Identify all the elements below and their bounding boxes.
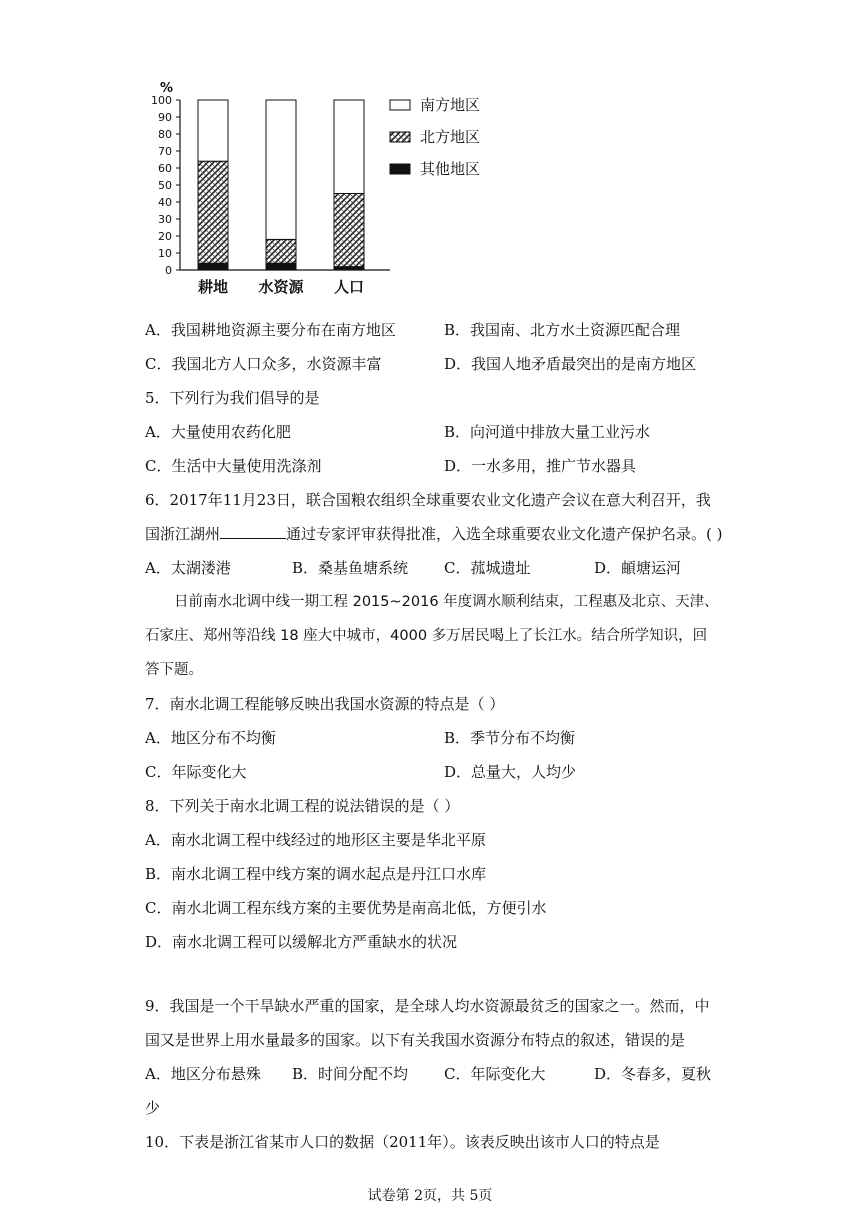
q8-option-c[interactable]: C．南水北调工程东线方案的主要优势是南高北低，方便引水: [145, 899, 547, 917]
x-tick-label: 水资源: [258, 278, 304, 296]
q7-stem: 7．南水北调工程能够反映出我国水资源的特点是（ ）: [145, 695, 505, 713]
q9-option-c[interactable]: C．年际变化大: [444, 1065, 546, 1083]
bar-segment: [266, 263, 296, 270]
y-tick-label: 50: [158, 179, 172, 192]
bar-segment: [198, 263, 228, 270]
y-tick-label: 60: [158, 162, 172, 175]
q9-stem-line-2: 国又是世界上用水量最多的国家。以下有关我国水资源分布特点的叙述，错误的是: [145, 1031, 686, 1049]
legend-label: 南方地区: [420, 96, 481, 114]
bars: [198, 100, 364, 270]
q7-option-b[interactable]: B．季节分布不均衡: [444, 729, 576, 747]
y-tick-label: 80: [158, 128, 172, 141]
q5-option-b[interactable]: B．向河道中排放大量工业污水: [444, 423, 651, 441]
q6-answer-blank[interactable]: [220, 524, 286, 539]
q9-option-d-wrap: 少: [145, 1099, 161, 1117]
q8-option-a[interactable]: A．南水北调工程中线经过的地形区主要是华北平原: [145, 831, 486, 849]
q7-option-a[interactable]: A．地区分布不均衡: [145, 729, 276, 747]
q6-stem-part-a: 国浙江湖州: [145, 525, 221, 543]
bar-segment: [334, 194, 364, 267]
q9-option-b[interactable]: B．时间分配不均: [292, 1065, 409, 1083]
q9-option-a[interactable]: A．地区分布悬殊: [145, 1065, 261, 1083]
q5-option-a[interactable]: A．大量使用农药化肥: [145, 423, 291, 441]
y-tick-label: 30: [158, 213, 172, 226]
bar-segment: [198, 100, 228, 161]
y-tick-label: 20: [158, 230, 172, 243]
q7-option-d[interactable]: D．总量大，人均少: [444, 763, 577, 781]
q8-option-d[interactable]: D．南水北调工程可以缓解北方严重缺水的状况: [145, 933, 458, 951]
page-footer: 试卷第 2页，共 5页: [367, 1188, 493, 1204]
q5-stem: 5．下列行为我们倡导的是: [145, 389, 320, 407]
q10-stem: 10．下表是浙江省某市人口的数据（2011年）。该表反映出该市人口的特点是: [145, 1133, 660, 1151]
passage-line-1: 日前南水北调中线一期工程 2015~2016 年度调水顺利结束，工程惠及北京、天津、: [174, 594, 719, 610]
bar-segment: [334, 267, 364, 270]
q6-stem-line-1: 6．2017年11月23日，联合国粮农组织全球重要农业文化遗产会议在意大利召开，我: [145, 491, 711, 509]
y-tick-label: 100: [151, 94, 172, 107]
bar-segment: [198, 161, 228, 263]
q6-option-c[interactable]: C．菰城遗址: [444, 559, 531, 577]
q8-option-b[interactable]: B．南水北调工程中线方案的调水起点是丹江口水库: [145, 865, 487, 883]
y-tick-label: 90: [158, 111, 172, 124]
legend-swatch: [390, 132, 410, 142]
q6-option-d[interactable]: D．頔塘运河: [594, 559, 682, 577]
bar-segment: [266, 239, 296, 263]
x-tick-label: 人口: [333, 278, 365, 296]
legend-swatch: [390, 164, 410, 174]
q7-option-c[interactable]: C．年际变化大: [145, 763, 247, 781]
q6-stem-part-b: 通过专家评审获得批准，入选全球重要农业文化遗产保护名录。( ): [286, 525, 723, 543]
q9-option-d[interactable]: D．冬春多，夏秋: [594, 1065, 712, 1083]
bar-segment: [266, 100, 296, 239]
q6-option-a[interactable]: A．太湖溇港: [145, 559, 231, 577]
legend-label: 北方地区: [420, 128, 481, 146]
q6-stem-line-2: [145, 524, 723, 544]
q5-option-d[interactable]: D．一水多用，推广节水器具: [444, 457, 637, 475]
bar-segment: [334, 100, 364, 194]
legend: [390, 96, 480, 178]
q4-option-c[interactable]: C．我国北方人口众多，水资源丰富: [145, 355, 382, 373]
q4-option-a[interactable]: A．我国耕地资源主要分布在南方地区: [145, 321, 396, 339]
q4-option-b[interactable]: B．我国南、北方水土资源匹配合理: [444, 321, 681, 339]
q5-option-c[interactable]: C．生活中大量使用洗涤剂: [145, 457, 322, 475]
passage-line-2: 石家庄、郑州等沿线 18 座大中城市，4000 多万居民喝上了长江水。结合所学知识，回: [145, 628, 708, 644]
legend-swatch: [390, 100, 410, 110]
x-tick-label: 耕地: [197, 278, 229, 296]
y-tick-label: 10: [158, 247, 172, 260]
x-axis-labels: [198, 278, 364, 296]
q4-option-d[interactable]: D．我国人地矛盾最突出的是南方地区: [444, 355, 697, 373]
y-tick-label: 0: [165, 264, 172, 277]
legend-label: 其他地区: [420, 160, 481, 178]
q9-stem-line-1: 9．我国是一个干旱缺水严重的国家，是全球人均水资源最贫乏的国家之一。然而，中: [145, 997, 710, 1015]
stacked-bar-chart: [140, 80, 520, 300]
passage-line-3: 答下题。: [145, 662, 203, 678]
q8-stem: 8．下列关于南水北调工程的说法错误的是（ ）: [145, 797, 460, 815]
y-tick-label: 40: [158, 196, 172, 209]
y-tick-label: 70: [158, 145, 172, 158]
y-unit-label: %: [160, 81, 174, 96]
q6-option-b[interactable]: B．桑基鱼塘系统: [292, 559, 409, 577]
